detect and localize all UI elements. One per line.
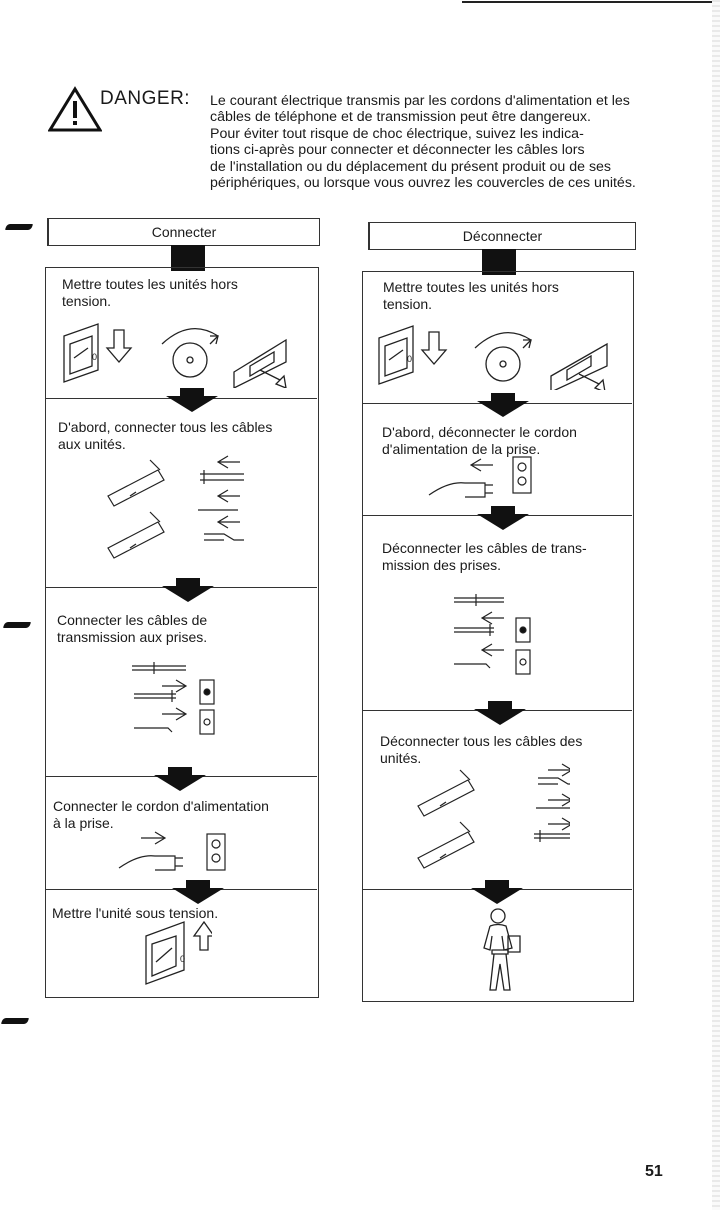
top-rule — [462, 1, 720, 3]
binding-mark — [3, 622, 31, 628]
connect-transmission-cables-illustration — [128, 660, 228, 750]
disconnect-power-cord-illustration — [425, 455, 545, 505]
power-on-illustration — [142, 918, 212, 988]
connect-step-1-text: Mettre toutes les unités hors tension. — [62, 276, 238, 309]
svg-text:0: 0 — [407, 354, 413, 364]
down-arrow-icon — [477, 401, 529, 417]
binding-mark — [5, 224, 33, 230]
disconnect-step-1-text: Mettre toutes les unités hors tension. — [383, 279, 559, 312]
down-arrow-icon — [154, 775, 206, 791]
down-arrow-icon — [477, 514, 529, 530]
disconnect-cables-from-units-illustration — [410, 760, 570, 880]
down-arrow-icon — [474, 709, 526, 725]
svg-text:0: 0 — [180, 954, 186, 964]
connect-step-5-text: Mettre l'unité sous tension. — [52, 905, 219, 921]
svg-text:0: 0 — [92, 352, 98, 362]
danger-text: Le courant électrique transmis par les cordons d'alimentation et les câbles de téléphone et de transmission peut être dangereux. Pour éviter tout risque de choc électrique, suivez les indica- tions ci-après pour connecter et déconnecter les câbles lors de l'installation ou du déplacement du présent produit ou de ses périphériques, ou lorsque vous ouvrez les couvercles de ces unités. — [210, 93, 636, 192]
down-arrow-icon — [172, 888, 224, 904]
disconnect-transmission-cables-illustration — [450, 592, 550, 682]
down-arrow-icon — [162, 586, 214, 602]
page-edge — [712, 0, 720, 1210]
person-walking-icon — [476, 906, 526, 992]
power-off-illustration — [375, 320, 615, 390]
page-number: 51 — [645, 1163, 663, 1180]
connect-step-3-text: Connecter les câbles de transmission aux prises. — [57, 612, 208, 645]
disconnect-step-3-text: Déconnecter les câbles de trans- mission des prises. — [382, 540, 587, 573]
connect-header: Connecter — [47, 218, 320, 246]
danger-label: DANGER: — [100, 88, 191, 109]
down-arrow-icon — [471, 888, 523, 904]
power-off-illustration — [60, 318, 290, 388]
warning-triangle-icon — [48, 86, 102, 132]
disconnect-step-2-text: D'abord, déconnecter le cordon d'alimentation de la prise. — [382, 424, 577, 457]
disconnect-header: Déconnecter — [368, 222, 636, 250]
connect-power-cord-illustration — [115, 828, 235, 878]
connect-cables-to-units-illustration — [100, 450, 260, 570]
binding-mark — [1, 1018, 29, 1024]
disconnect-step-4-text: Déconnecter tous les câbles des unités. — [380, 733, 583, 766]
connect-step-2-text: D'abord, connecter tous les câbles aux unités. — [58, 419, 273, 452]
down-arrow-icon — [166, 396, 218, 412]
connect-step-4-text: Connecter le cordon d'alimentation à la prise. — [53, 798, 269, 831]
